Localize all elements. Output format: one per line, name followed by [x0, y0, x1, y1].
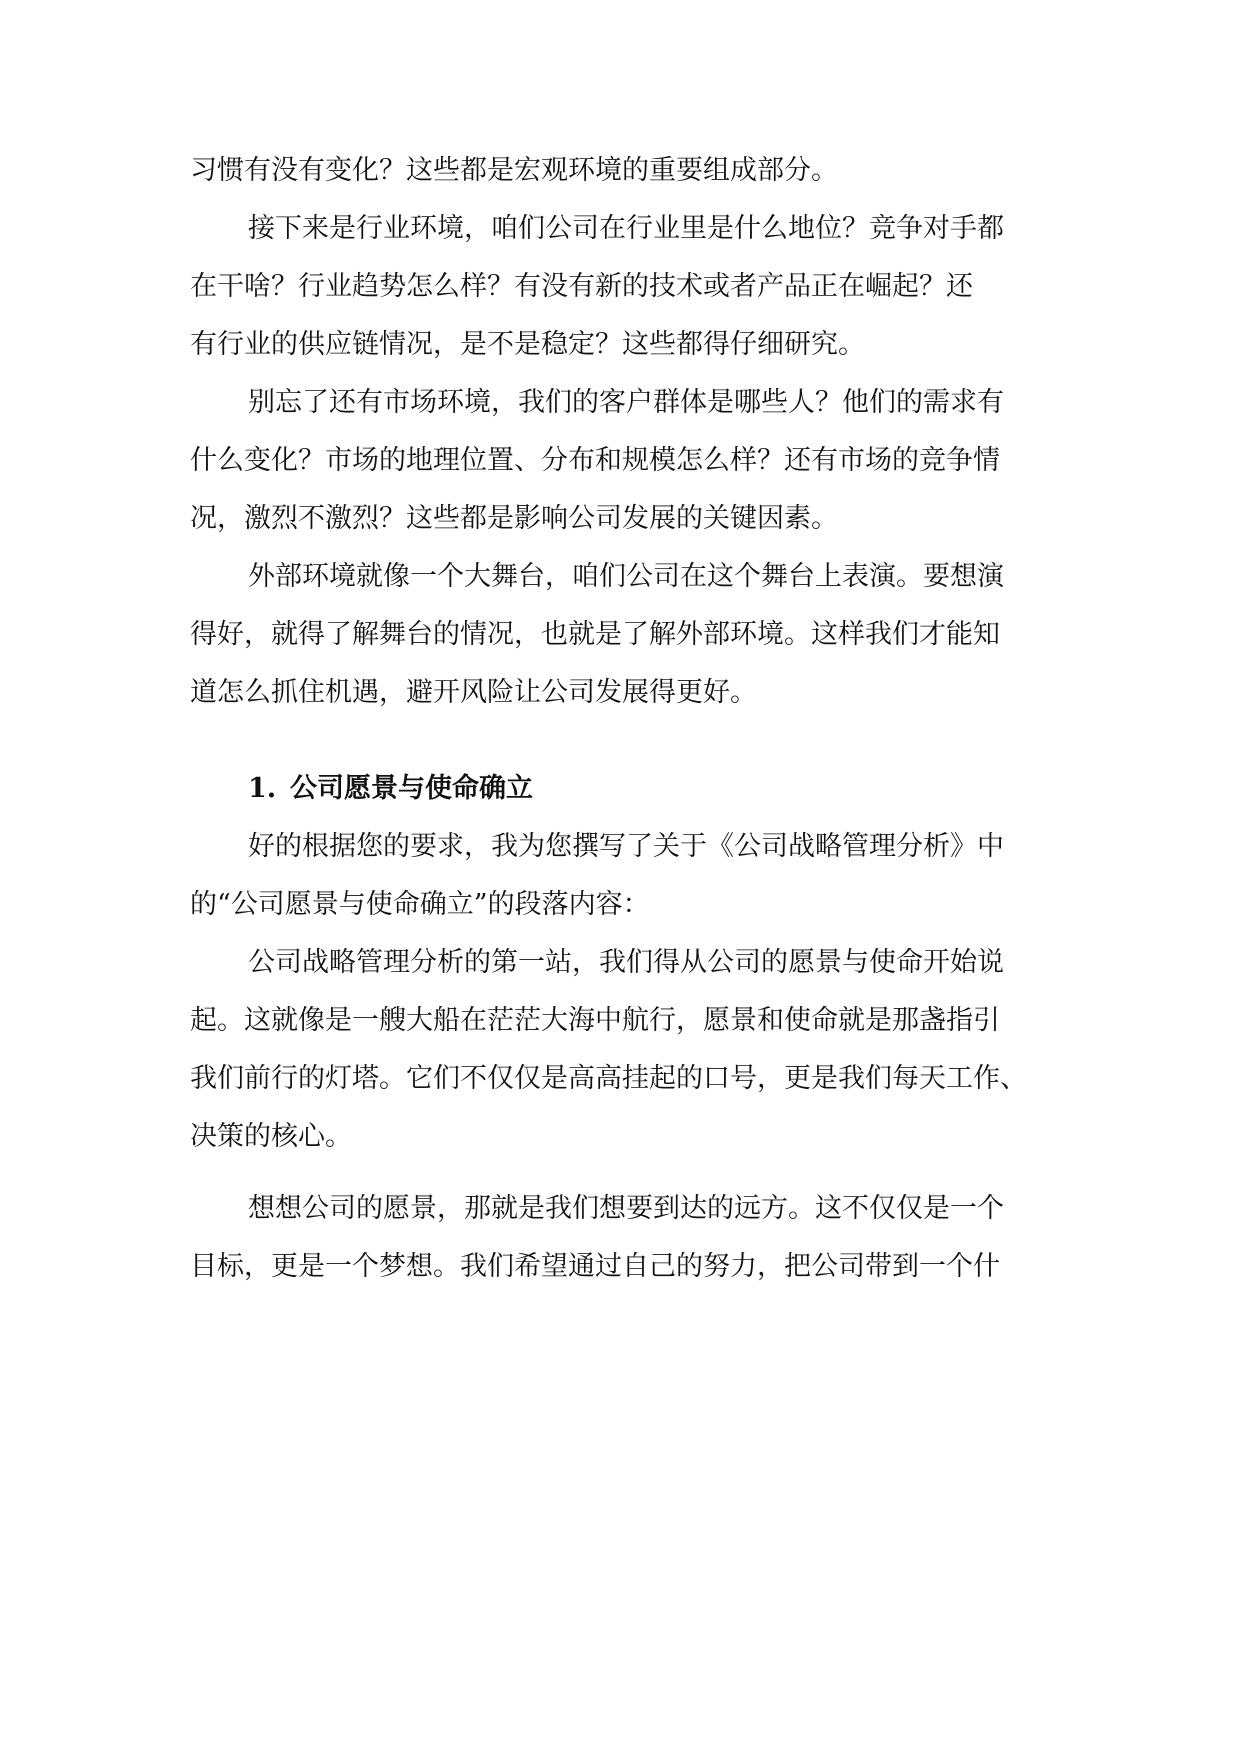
- section-title: 公司愿景与使命确立: [290, 773, 533, 804]
- text-line: 有行业的供应链情况，是不是稳定？这些都得仔细研究。: [190, 329, 865, 360]
- text-line: 别忘了还有市场环境，我们的客户群体是哪些人？他们的需求有: [248, 387, 1004, 418]
- text-line: 公司战略管理分析的第一站，我们得从公司的愿景与使命开始说: [248, 947, 1004, 978]
- document-page: [190, 142, 1060, 1296]
- text-line: 接下来是行业环境，咱们公司在行业里是什么地位？竞争对手都: [248, 213, 1004, 244]
- text-line: 况，激烈不激烈？这些都是影响公司发展的关键因素。: [190, 503, 838, 534]
- paragraph-industry-env: [190, 200, 1060, 374]
- text-line: 在干啥？行业趋势怎么样？有没有新的技术或者产品正在崛起？还: [190, 271, 973, 302]
- text-line: 什么变化？市场的地理位置、分布和规模怎么样？还有市场的竞争情: [190, 445, 1000, 476]
- text-line: 习惯有没有变化？这些都是宏观环境的重要组成部分。: [190, 155, 838, 186]
- text-line: 起。这就像是一艘大船在茫茫大海中航行，愿景和使命就是那盏指引: [190, 1005, 1000, 1036]
- section-heading: [190, 760, 1060, 818]
- paragraph-external-env-summary: [190, 548, 1060, 722]
- paragraph-macro-env: [190, 142, 1060, 200]
- text-line: 得好，就得了解舞台的情况，也就是了解外部环境。这样我们才能知: [190, 619, 1000, 650]
- section-number: 1.: [248, 773, 277, 804]
- text-line: 决策的核心。: [190, 1121, 352, 1152]
- paragraph-intro: [190, 818, 1060, 934]
- text-line: 目标，更是一个梦想。我们希望通过自己的努力，把公司带到一个什: [190, 1251, 1000, 1282]
- paragraph-market-env: [190, 374, 1060, 548]
- text-line: 外部环境就像一个大舞台，咱们公司在这个舞台上表演。要想演: [248, 561, 1004, 592]
- text-line: 好的根据您的要求，我为您撰写了关于《公司战略管理分析》中: [248, 831, 1004, 862]
- paragraph-vision: [190, 1180, 1060, 1296]
- paragraph-vision-mission: [190, 934, 1060, 1166]
- text-line: 我们前行的灯塔。它们不仅仅是高高挂起的口号，更是我们每天工作、: [190, 1063, 1027, 1094]
- text-line: 想想公司的愿景，那就是我们想要到达的远方。这不仅仅是一个: [248, 1193, 1004, 1224]
- text-line: 的“公司愿景与使命确立”的段落内容：: [190, 889, 650, 920]
- text-line: 道怎么抓住机遇，避开风险让公司发展得更好。: [190, 677, 757, 708]
